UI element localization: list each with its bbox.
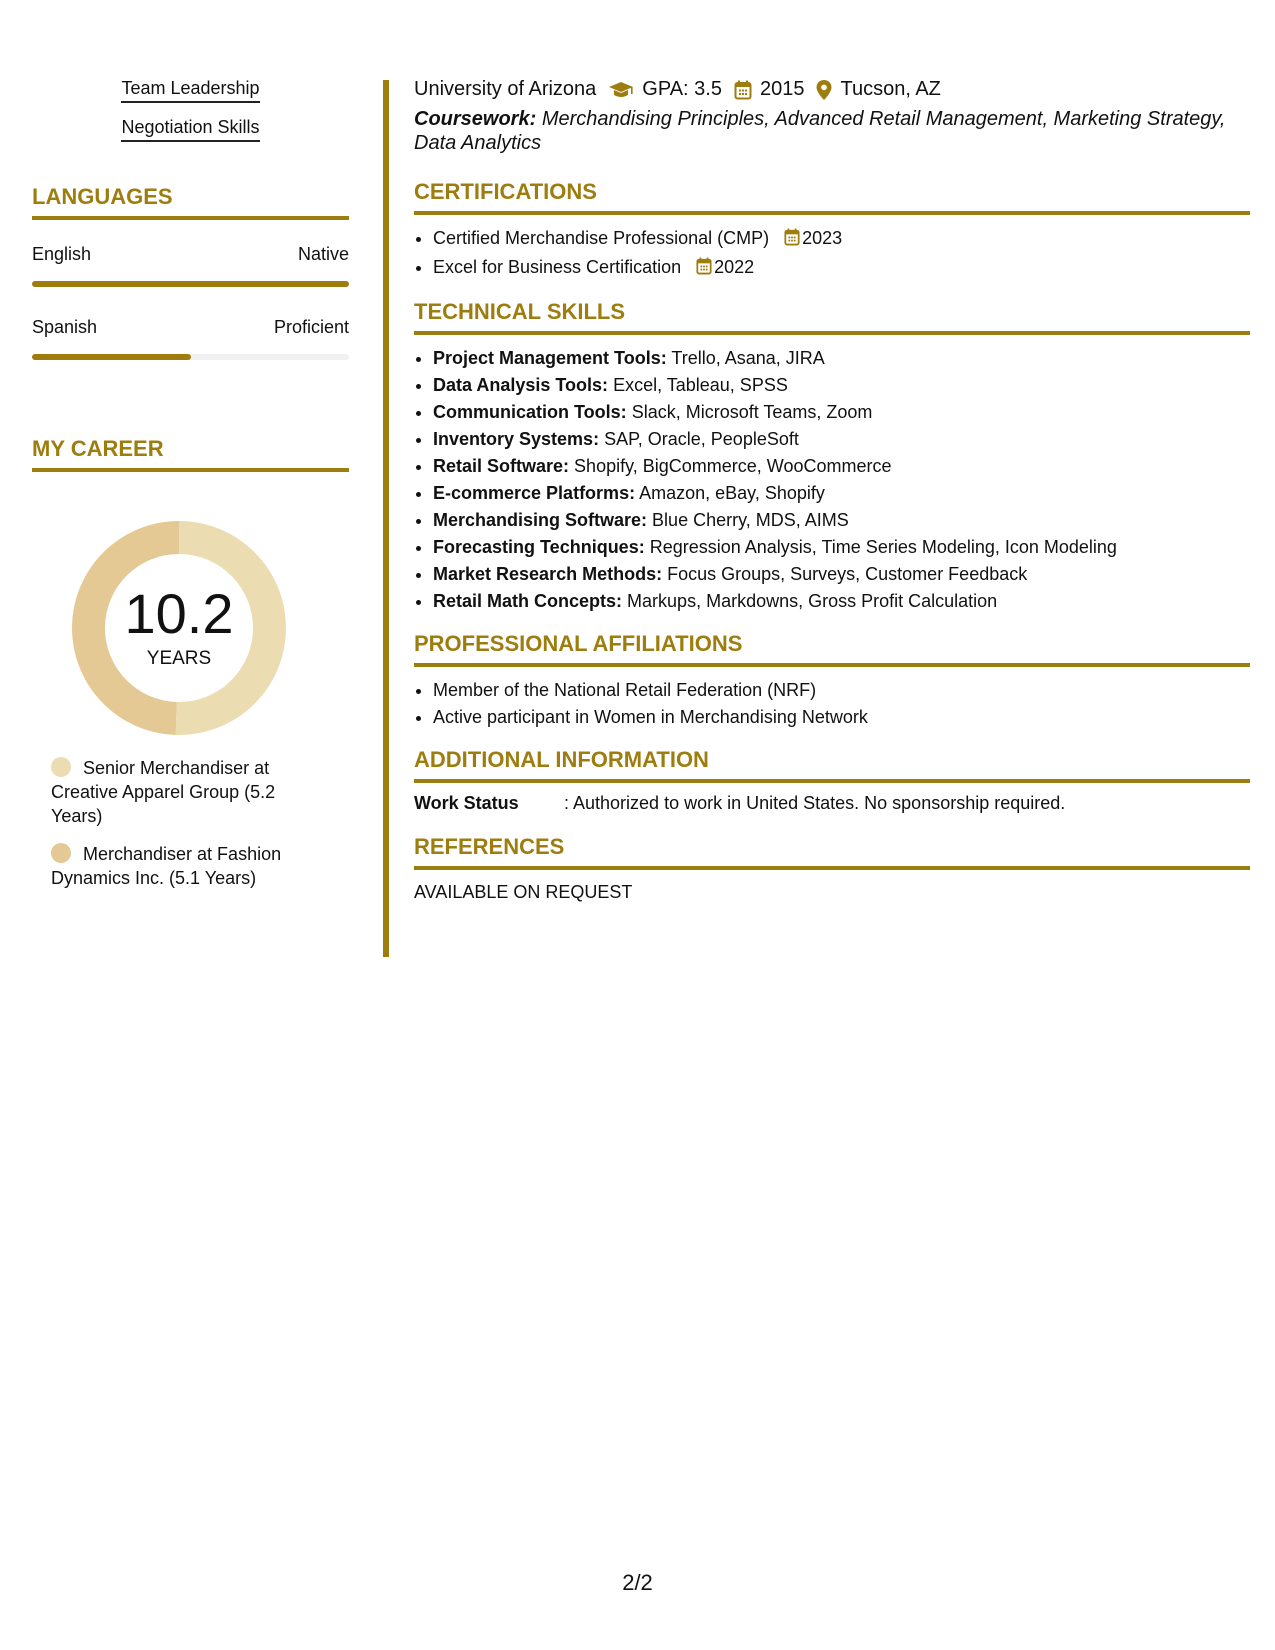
section-rule <box>414 663 1250 667</box>
language-level: Proficient <box>273 317 349 337</box>
references-title: REFERENCES <box>414 834 565 859</box>
school-name: University of Arizona <box>414 78 597 100</box>
career-title: MY CAREER <box>32 436 164 461</box>
section-rule <box>32 216 349 220</box>
coursework-label: Coursework: <box>414 108 537 130</box>
language-row <box>32 244 349 265</box>
language-bar <box>32 354 349 360</box>
certification-item: • Excel for Business Certification 2022 <box>433 254 1250 283</box>
career-legend-item: Merchandiser at Fashion Dynamics Inc. (5.1 Years) <box>51 844 282 888</box>
section-rule <box>414 779 1250 783</box>
affiliation-item: • Active participant in Women in Merchandising Network <box>433 704 1250 731</box>
technical-skill-item: • Forecasting Techniques: Regression Analysis, Time Series Modeling, Icon Modeling <box>433 534 1250 561</box>
languages-title: LANGUAGES <box>32 184 173 209</box>
affiliations-title: PROFESSIONAL AFFILIATIONS <box>414 631 743 656</box>
calendar-icon <box>784 227 800 254</box>
additional-info-section <box>414 747 1250 814</box>
technical-skill-item: • Retail Software: Shopify, BigCommerce, WooCommerce <box>433 453 1250 480</box>
technical-skill-item: • Inventory Systems: SAP, Oracle, PeopleSoft <box>433 426 1250 453</box>
career-section <box>32 436 349 890</box>
certification-item: • Certified Merchandise Professional (CMP) 2023 <box>433 225 1250 254</box>
education-line <box>414 78 1250 101</box>
section-rule <box>32 468 349 472</box>
language-level: Native <box>297 244 349 264</box>
career-total: 10.2 <box>124 582 234 645</box>
career-unit: YEARS <box>146 648 212 669</box>
references-text: AVAILABLE ON REQUEST <box>414 882 633 902</box>
technical-skill-item: • Project Management Tools: Trello, Asana, JIRA <box>433 345 1250 372</box>
language-bar-fill <box>32 281 349 287</box>
certification-year: 2023 <box>802 228 843 248</box>
languages-section <box>32 184 349 360</box>
work-status-row <box>414 793 1250 814</box>
school-location: Tucson, AZ <box>840 78 941 100</box>
certification-year: 2022 <box>714 257 755 277</box>
technical-skills-section <box>414 299 1250 615</box>
graduation-year: 2015 <box>759 78 805 100</box>
page-number: 2/2 <box>622 1570 653 1595</box>
affiliations-list <box>414 677 1250 731</box>
technical-skill-item: • Merchandising Software: Blue Cherry, MDS, AIMS <box>433 507 1250 534</box>
technical-skills-title: TECHNICAL SKILLS <box>414 299 626 324</box>
technical-skill-item: • E-commerce Platforms: Amazon, eBay, Shopify <box>433 480 1250 507</box>
work-status-label: Work Status <box>414 793 519 813</box>
coursework <box>414 107 1250 155</box>
calendar-icon <box>734 80 752 100</box>
language-name: English <box>32 244 92 264</box>
certifications-list <box>414 225 1250 283</box>
graduation-cap-icon <box>608 80 634 100</box>
technical-skill-item: • Market Research Methods: Focus Groups, Surveys, Customer Feedback <box>433 561 1250 588</box>
career-legend-item: Senior Merchandiser at Creative Apparel Group (5.2 Years) <box>51 758 276 826</box>
work-status-value: : Authorized to work in United States. No sponsorship required. <box>564 793 1066 813</box>
references-section <box>414 834 1250 903</box>
language-bar-fill <box>32 354 191 360</box>
language-row <box>32 317 349 338</box>
technical-skill-item: • Retail Math Concepts: Markups, Markdowns, Gross Profit Calculation <box>433 588 1250 615</box>
coursework-list: Merchandising Principles, Advanced Retail Management, Marketing Strategy, Data Analytics <box>414 108 1226 154</box>
legend-dot <box>51 757 71 777</box>
affiliation-item: • Member of the National Retail Federation (NRF) <box>433 677 1250 704</box>
skill-item: Negotiation Skills <box>32 117 349 142</box>
technical-skills-list <box>414 345 1250 615</box>
technical-skill-item: • Data Analysis Tools: Excel, Tableau, SPSS <box>433 372 1250 399</box>
section-rule <box>414 211 1250 215</box>
legend-dot <box>51 843 71 863</box>
left-column <box>32 78 349 904</box>
language-bar <box>32 281 349 287</box>
career-donut <box>67 516 291 740</box>
gpa: GPA: 3.5 <box>642 78 722 100</box>
certifications-title: CERTIFICATIONS <box>414 179 597 204</box>
affiliations-section <box>414 631 1250 731</box>
column-divider <box>383 80 389 957</box>
career-legend <box>51 756 349 890</box>
right-column <box>414 78 1250 903</box>
additional-info-title: ADDITIONAL INFORMATION <box>414 747 709 772</box>
location-pin-icon <box>816 80 832 100</box>
language-name: Spanish <box>32 317 98 337</box>
donut-center <box>67 516 291 740</box>
certifications-section <box>414 179 1250 283</box>
section-rule <box>414 331 1250 335</box>
skill-item: Team Leadership <box>32 78 349 103</box>
calendar-icon <box>696 256 712 283</box>
technical-skill-item: • Communication Tools: Slack, Microsoft Teams, Zoom <box>433 399 1250 426</box>
section-rule <box>414 866 1250 870</box>
